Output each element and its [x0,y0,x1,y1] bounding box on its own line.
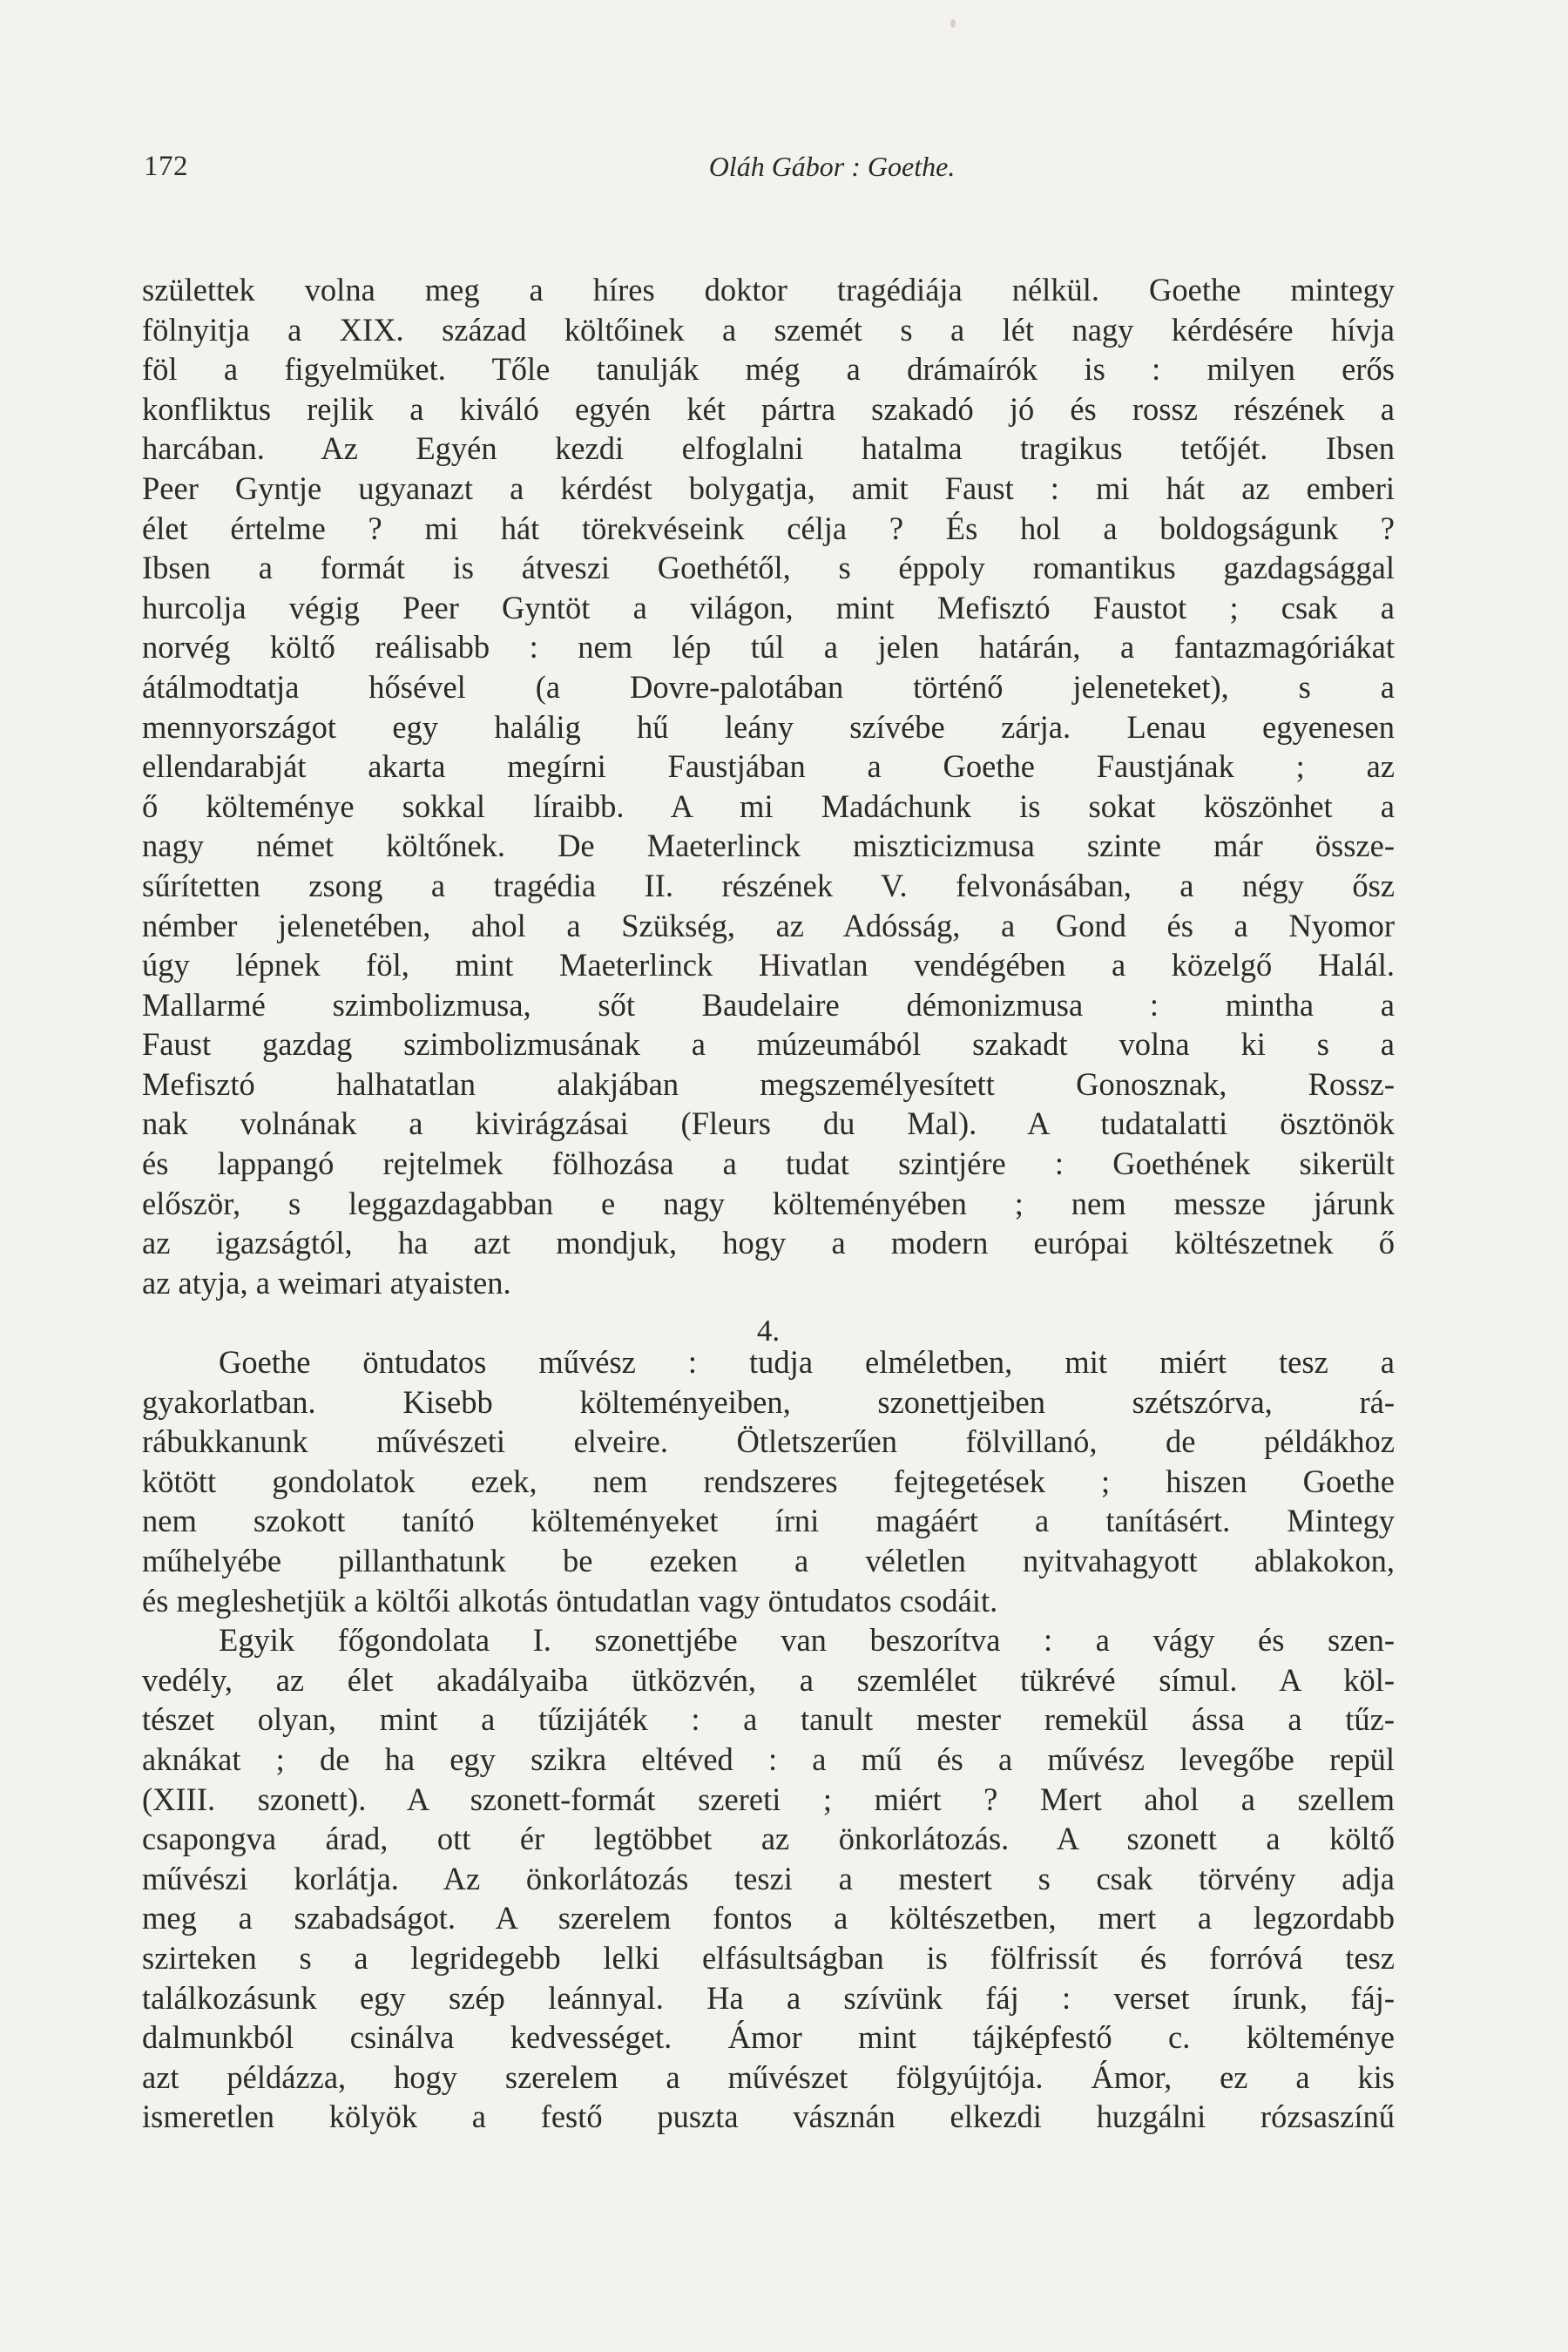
text-line: és megleshetjük a költői alkotás öntudatlan vagy öntudatos csodáit. [142,1582,998,1619]
text-line: az atyja, a weimari atyaisten. [142,1264,511,1301]
text-line: úgy lépnek föl, mint Maeterlinck Hivatlan vendégében a közelgő Halál. [142,947,1395,983]
text-line: némber jelenetében, ahol a Szükség, az Adósság, a Gond és a Nyomor [142,907,1395,943]
text-line: föl a figyelmüket. Tőle tanulják még a drámaírók is : milyen erős [142,351,1395,388]
text-line: élet értelme ? mi hát törekvéseink célja ? És hol a boldogságunk ? [142,510,1395,546]
text-line: fölnyitja a XIX. század költőinek a szemét s a lét nagy kérdésére hívja [142,311,1395,348]
text-line: ellendarabját akarta megírni Faustjában a Goethe Faustjának ; az [142,748,1395,785]
text-line: művészi korlátja. Az önkorlátozás teszi a mestert s csak törvény adja [142,1860,1395,1896]
text-line: dalmunkból csinálva kedvességet. Ámor mint tájképfestő c. költeménye [142,2019,1395,2056]
text-line: először, s leggazdagabban e nagy költeményében ; nem messze járunk [142,1185,1395,1221]
running-head [144,151,1398,189]
text-line: csapongva árad, ott ér legtöbbet az önkorlátozás. A szonett a költő [142,1821,1395,1857]
text-line: Mallarmé szimbolizmusa, sőt Baudelaire démonizmusa : mintha a [142,986,1395,1023]
text-line: kötött gondolatok ezek, nem rendszeres fejtegetések ; hiszen Goethe [142,1463,1395,1499]
text-line: ismeretlen kölyök a festő puszta vásznán elkezdi huzgálni rózsaszínű [142,2099,1395,2135]
text-line: hurcolja végig Peer Gyntöt a világon, mint Mefisztó Faustot ; csak a [142,589,1395,625]
text-line: vedély, az élet akadályaiba ütközvén, a szemlélet tükrévé símul. A köl- [142,1661,1395,1698]
text-line: Egyik főgondolata I. szonettjébe van beszorítva : a vágy és szen- [219,1622,1395,1659]
section-number: 4. [756,1314,781,1348]
page-number: 172 [144,151,188,182]
text-line: születtek volna meg a híres doktor tragédiája nélkül. Goethe mintegy [142,272,1395,308]
text-line: meg a szabadságot. A szerelem fontos a költészetben, mert a legzordabb [142,1900,1395,1936]
text-line: Peer Gyntje ugyanazt a kérdést bolygatja, amit Faust : mi hát az emberi [142,470,1395,506]
text-line: szirteken s a legridegebb lelki elfásultságban is fölfrissít és forróvá tesz [142,1939,1395,1976]
text-line: konfliktus rejlik a kiváló egyén két pártra szakadó jó és rossz részének a [142,390,1395,427]
text-line: rábukkanunk művészeti elveire. Ötletszerűen fölvillanó, de példákhoz [142,1423,1395,1460]
text-line: (XIII. szonett). A szonett-formát szereti ; miért ? Mert ahol a szellem [142,1781,1395,1817]
text-line: norvég költő reálisabb : nem lép túl a jelen határán, a fantazmagóriákat [142,629,1395,666]
paper-speck [950,19,956,28]
text-line: nak volnának a kivirágzásai (Fleurs du Mal). A tudatalatti ösztönök [142,1105,1395,1142]
text-line: aknákat ; de ha egy szikra eltéved : a mű és a művész levegőbe repül [142,1740,1395,1777]
text-line: Ibsen a formát is átveszi Goethétől, s éppoly romantikus gazdagsággal [142,550,1395,586]
text-line: Mefisztó halhatatlan alakjában megszemélyesített Gonosznak, Rossz- [142,1065,1395,1102]
text-line: sűrítetten zsong a tragédia II. részének V. felvonásában, a négy ősz [142,867,1395,903]
text-line: Faust gazdag szimbolizmusának a múzeumából szakadt volna ki s a [142,1026,1395,1063]
text-line: ő költeménye sokkal líraibb. A mi Madáchunk is sokat köszönhet a [142,787,1395,824]
running-title: Oláh Gábor : Goethe. [708,151,956,182]
text-line: műhelyébe pillanthatunk be ezeken a véletlen nyitvahagyott ablakokon, [142,1543,1395,1578]
body-text [142,270,1395,2137]
text-line: tészet olyan, mint a tűzijáték : a tanult mester remekül ássa a tűz- [142,1701,1395,1738]
text-line: nem szokott tanító költeményeket írni magáért a tanításért. Mintegy [142,1503,1395,1539]
text-line: azt példázza, hogy szerelem a művészet fölgyújtója. Ámor, ez a kis [142,2058,1395,2095]
text-line: találkozásunk egy szép leánnyal. Ha a szívünk fáj : verset írunk, fáj- [142,1979,1395,2016]
text-line: átálmodtatja hősével (a Dovre-palotában történő jeleneteket), s a [142,668,1395,705]
text-line: harcában. Az Egyén kezdi elfoglalni hatalma tragikus tetőjét. Ibsen [142,430,1395,467]
text-line: mennyországot egy halálig hű leány szívébe zárja. Lenau egyenesen [142,708,1395,745]
text-line: nagy német költőnek. De Maeterlinck miszticizmusa szinte már össze- [142,828,1395,864]
text-line: az igazságtól, ha azt mondjuk, hogy a modern európai költészetnek ő [142,1225,1395,1261]
text-line: és lappangó rejtelmek fölhozása a tudat szintjére : Goethének sikerült [142,1146,1395,1182]
text-line: gyakorlatban. Kisebb költeményeiben, szonettjeiben szétszórva, rá- [142,1383,1395,1420]
text-line: Goethe öntudatos művész : tudja elméletben, mit miért tesz a [219,1344,1395,1381]
